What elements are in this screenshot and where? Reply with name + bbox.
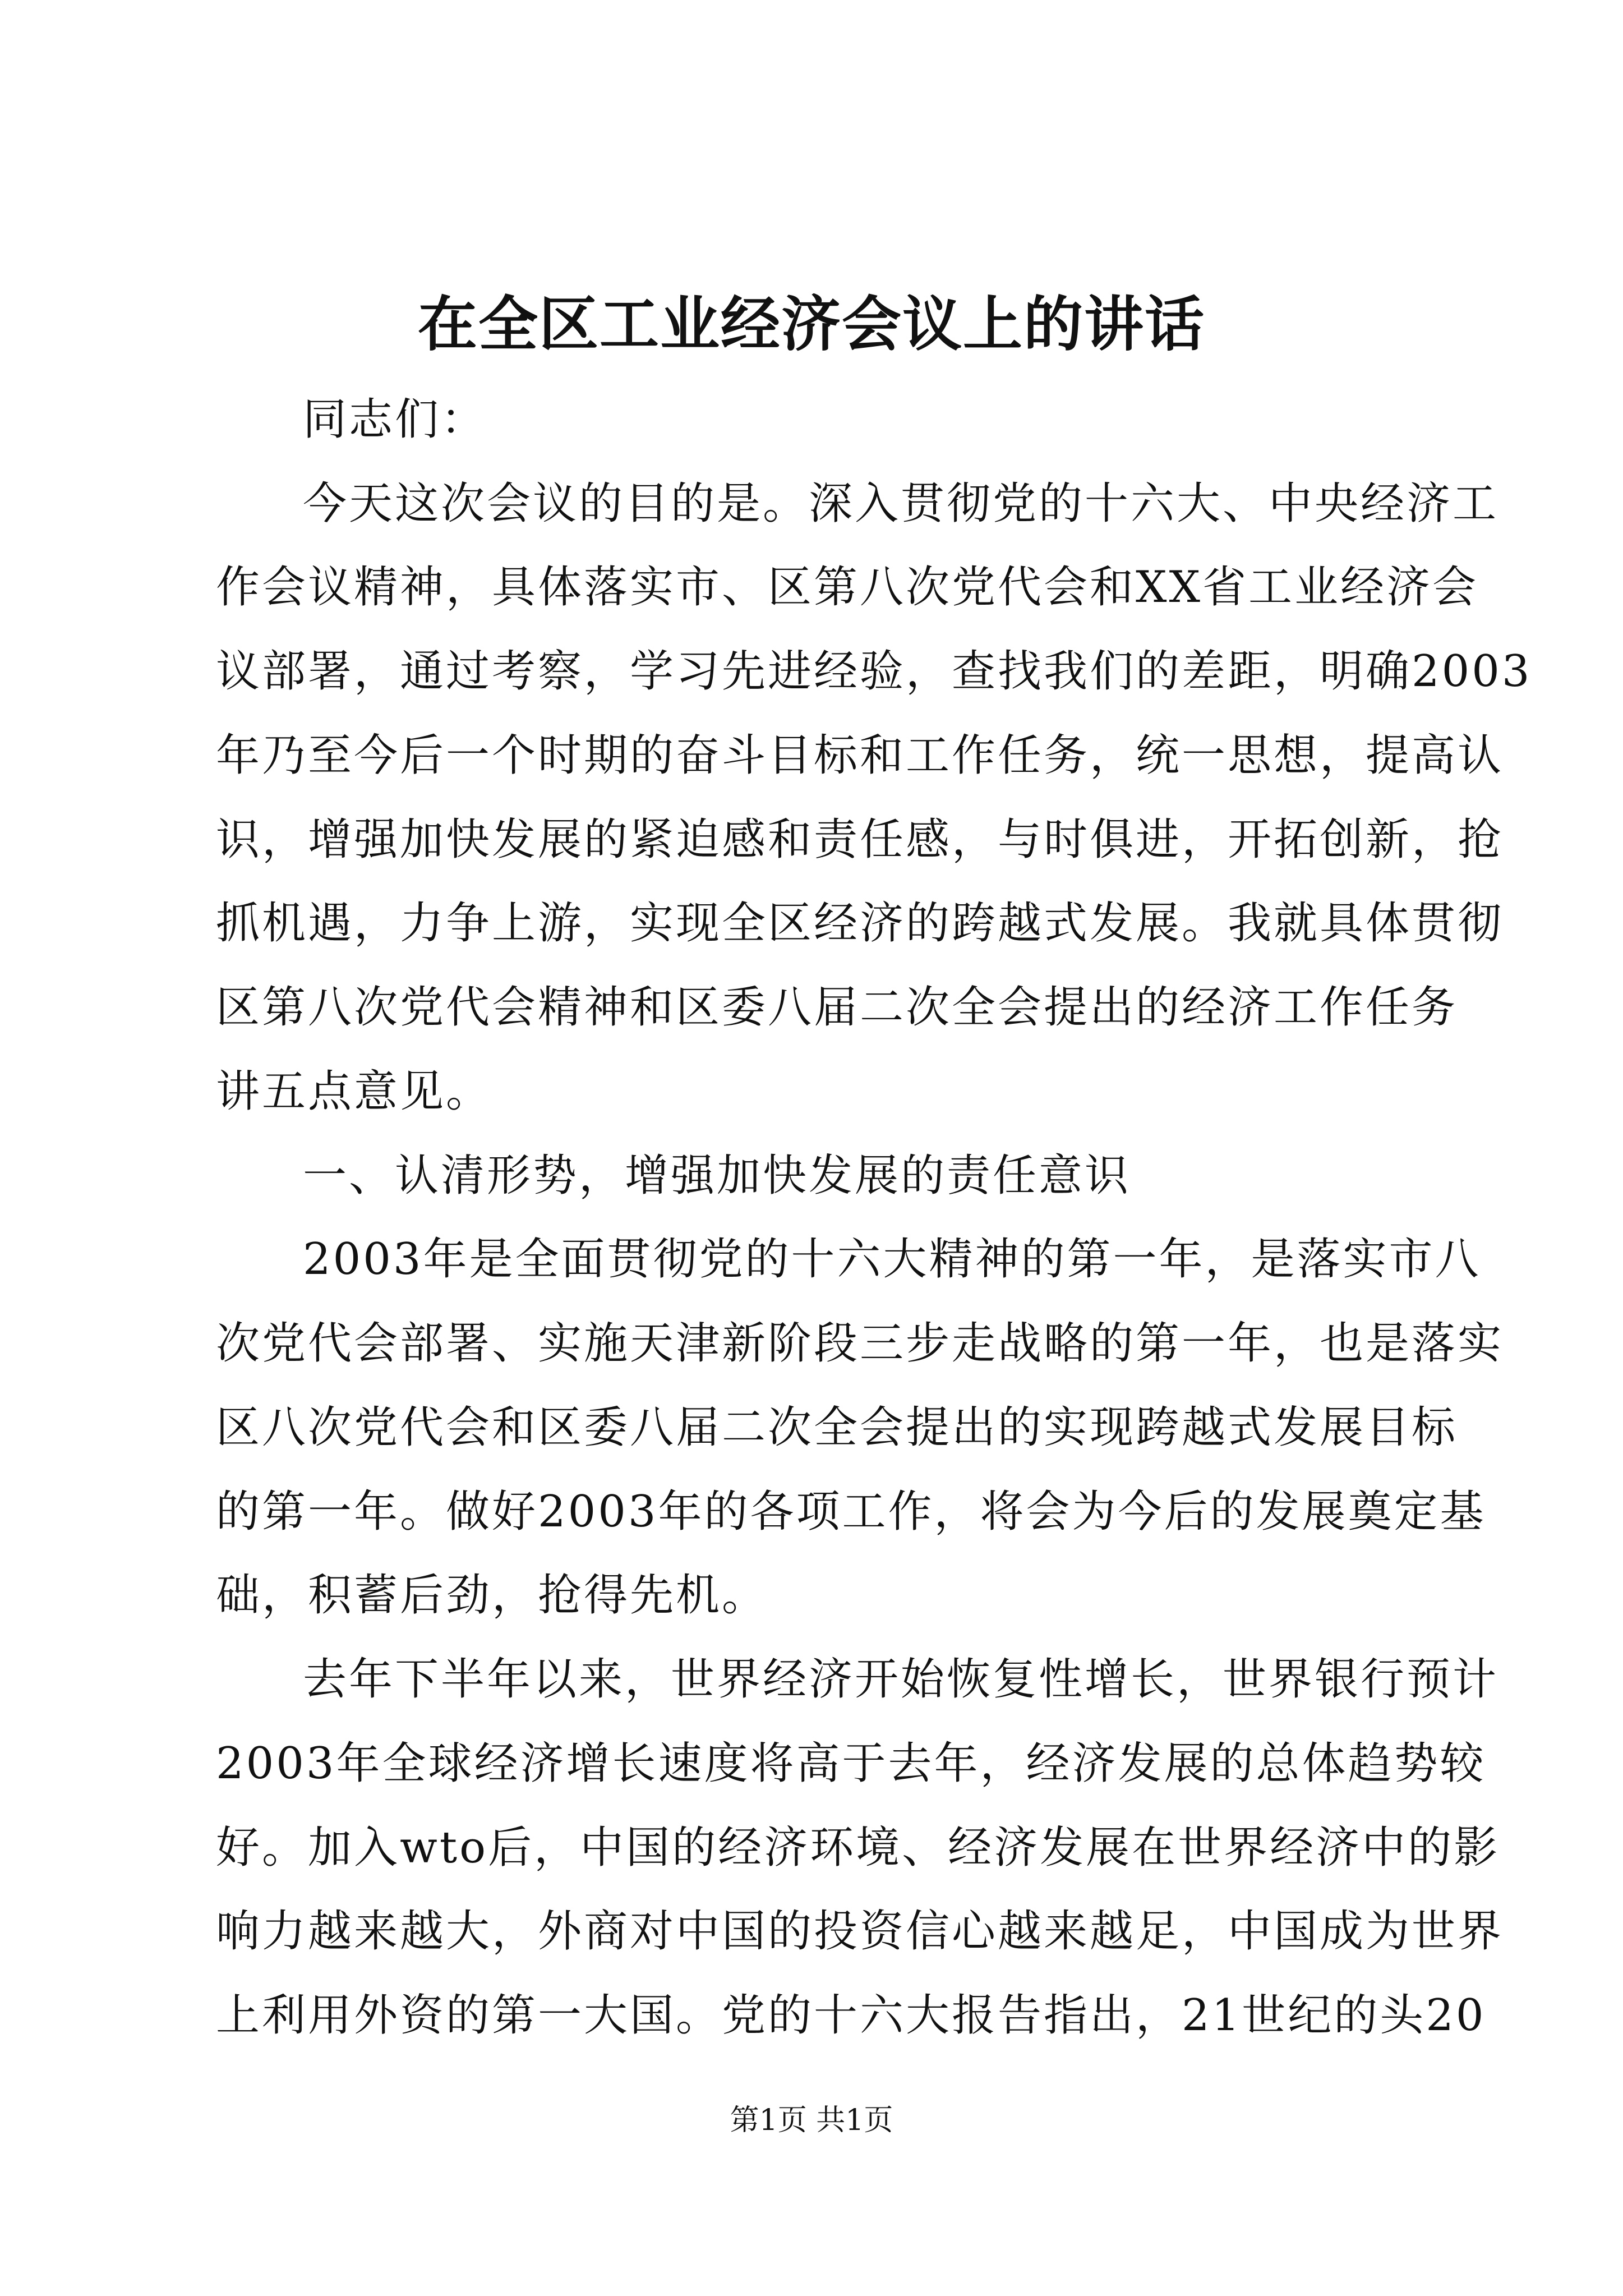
paragraph-line: 抓机遇，力争上游，实现全区经济的跨越式发展。我就具体贯彻 <box>216 898 1504 949</box>
paragraph-line: 上利用外资的第一大国。党的十六大报告指出，21世纪的头20 <box>216 1990 1486 2041</box>
paragraph-line: 础，积蓄后劲，抢得先机。 <box>216 1570 768 1621</box>
paragraph-line: 好。加入wto后，中国的经济环境、经济发展在世界经济中的影 <box>216 1823 1500 1873</box>
paragraph-line: 区第八次党代会精神和区委八届二次全会提出的经济工作任务 <box>216 982 1458 1033</box>
paragraph-line: 议部署，通过考察，学习先进经验，查找我们的差距，明确2003 <box>216 646 1532 697</box>
document-title: 在全区工业经济会议上的讲话 <box>418 289 1205 359</box>
paragraph-line: 次党代会部署、实施天津新阶段三步走战略的第一年，也是落实 <box>216 1318 1504 1369</box>
paragraph-line: 的第一年。做好2003年的各项工作，将会为今后的发展奠定基 <box>216 1487 1486 1537</box>
paragraph-line: 2003年是全面贯彻党的十六大精神的第一年，是落实市八 <box>303 1234 1481 1285</box>
paragraph-line: 2003年全球经济增长速度将高于去年，经济发展的总体趋势较 <box>216 1738 1486 1789</box>
salutation-line: 同志们： <box>303 394 487 445</box>
paragraph-line: 今天这次会议的目的是。深入贯彻党的十六大、中央经济工 <box>303 478 1499 529</box>
paragraph-line: 讲五点意见。 <box>216 1066 492 1117</box>
page-footer: 第1页 共1页 <box>730 2104 893 2137</box>
paragraph-line: 区八次党代会和区委八届二次全会提出的实现跨越式发展目标 <box>216 1402 1458 1453</box>
section-heading: 一、认清形势，增强加快发展的责任意识 <box>303 1151 1131 1201</box>
paragraph-line: 响力越来越大，外商对中国的投资信心越来越足，中国成为世界 <box>216 1906 1504 1957</box>
paragraph-line: 作会议精神，具体落实市、区第八次党代会和XX省工业经济会 <box>216 562 1479 613</box>
paragraph-line: 年乃至今后一个时期的奋斗目标和工作任务，统一思想，提高认 <box>216 730 1504 781</box>
paragraph-line: 识，增强加快发展的紧迫感和责任感，与时俱进，开拓创新，抢 <box>216 815 1504 865</box>
paragraph-line: 去年下半年以来，世界经济开始恢复性增长，世界银行预计 <box>303 1654 1499 1705</box>
